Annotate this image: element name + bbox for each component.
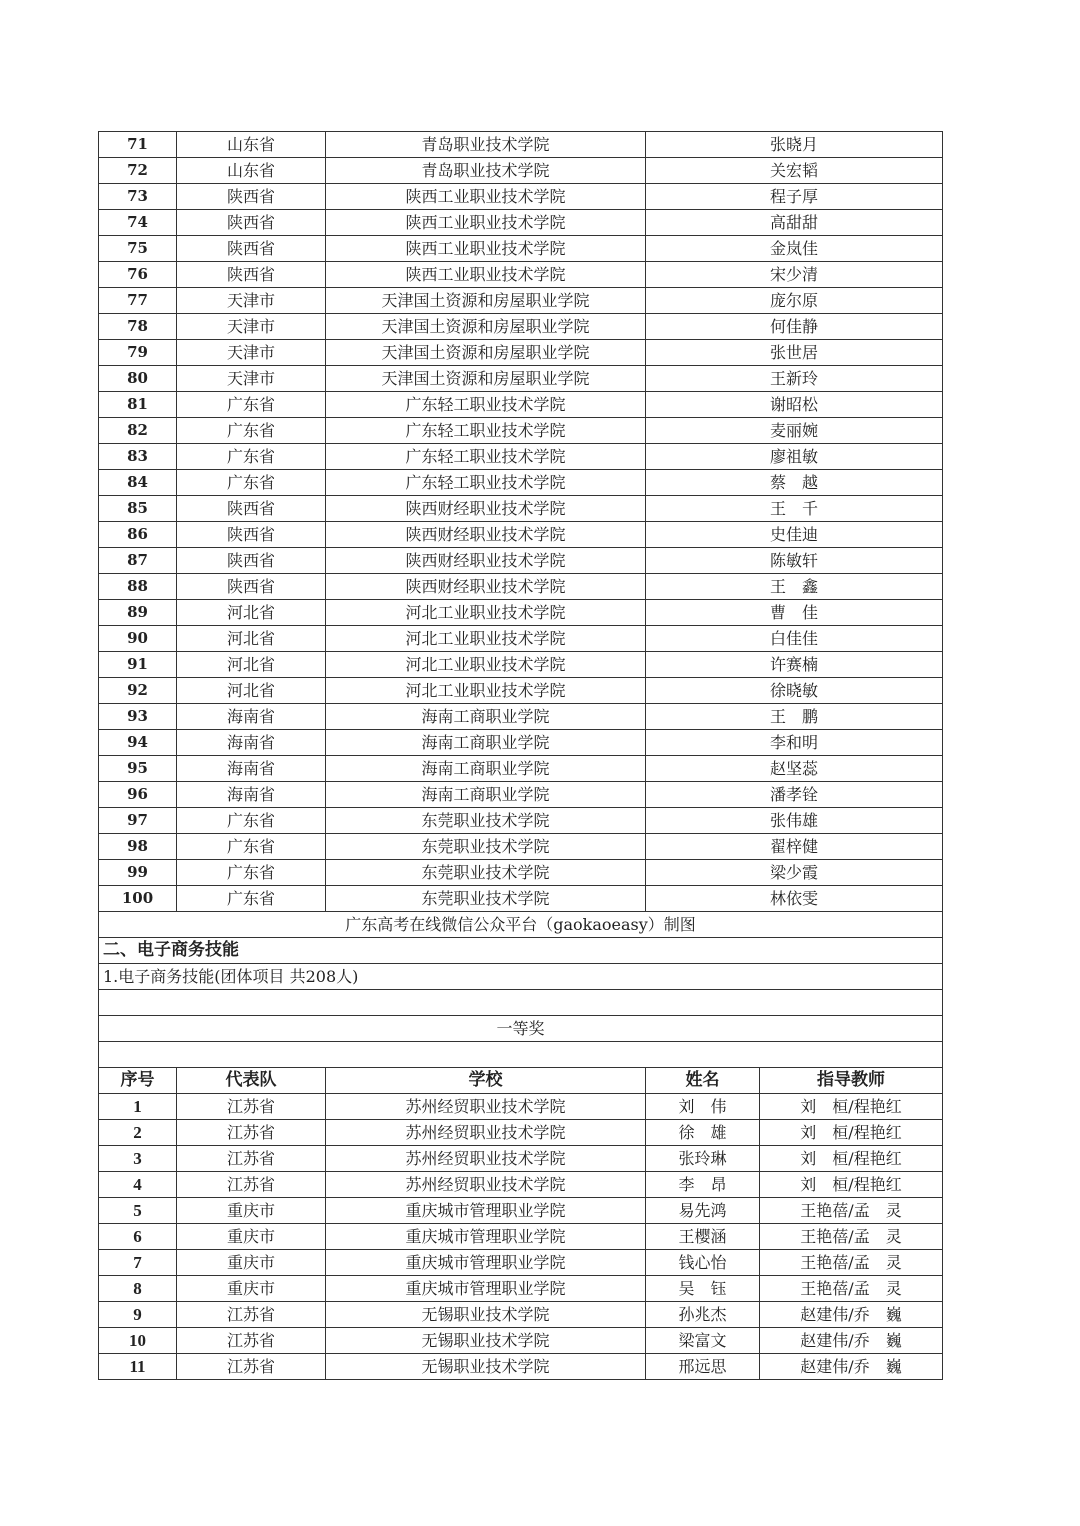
cell-team: 广东省 — [177, 886, 326, 912]
table-row — [99, 600, 943, 626]
table-row — [99, 210, 943, 236]
header-school: 学校 — [326, 1068, 646, 1094]
cell-team: 重庆市 — [177, 1224, 326, 1250]
header-name: 姓名 — [646, 1068, 760, 1094]
header-teacher: 指导教师 — [760, 1068, 943, 1094]
cell-name: 翟梓健 — [646, 834, 943, 860]
cell-name: 林依雯 — [646, 886, 943, 912]
table-row — [99, 808, 943, 834]
cell-school: 陕西工业职业技术学院 — [326, 184, 646, 210]
cell-team: 江苏省 — [177, 1094, 326, 1120]
blank-cell — [99, 1042, 943, 1068]
cell-teacher: 刘 桓/程艳红 — [760, 1094, 943, 1120]
cell-no: 86 — [99, 522, 177, 548]
header-row — [99, 1068, 943, 1094]
cell-name: 王 千 — [646, 496, 943, 522]
cell-name: 李 昂 — [646, 1172, 760, 1198]
cell-no: 1 — [99, 1094, 177, 1120]
cell-school: 无锡职业技术学院 — [326, 1328, 646, 1354]
cell-no: 6 — [99, 1224, 177, 1250]
cell-name: 高甜甜 — [646, 210, 943, 236]
cell-name: 刘 伟 — [646, 1094, 760, 1120]
table-row — [99, 1172, 943, 1198]
header-team: 代表队 — [177, 1068, 326, 1094]
cell-team: 广东省 — [177, 808, 326, 834]
table-row — [99, 782, 943, 808]
cell-team: 河北省 — [177, 652, 326, 678]
cell-no: 84 — [99, 470, 177, 496]
cell-name: 王樱涵 — [646, 1224, 760, 1250]
cell-team: 陕西省 — [177, 184, 326, 210]
cell-name: 白佳佳 — [646, 626, 943, 652]
cell-no: 90 — [99, 626, 177, 652]
table-row — [99, 1354, 943, 1380]
cell-school: 陕西工业职业技术学院 — [326, 210, 646, 236]
cell-school: 重庆城市管理职业学院 — [326, 1224, 646, 1250]
cell-school: 东莞职业技术学院 — [326, 886, 646, 912]
cell-school: 海南工商职业学院 — [326, 782, 646, 808]
cell-school: 陕西财经职业技术学院 — [326, 548, 646, 574]
cell-school: 广东轻工职业技术学院 — [326, 444, 646, 470]
cell-no: 85 — [99, 496, 177, 522]
table-row — [99, 236, 943, 262]
cell-name: 李和明 — [646, 730, 943, 756]
cell-team: 广东省 — [177, 444, 326, 470]
cell-teacher: 刘 桓/程艳红 — [760, 1146, 943, 1172]
cell-teacher: 王艳蓓/孟 灵 — [760, 1198, 943, 1224]
cell-name: 金岚佳 — [646, 236, 943, 262]
cell-team: 广东省 — [177, 834, 326, 860]
cell-team: 海南省 — [177, 704, 326, 730]
table-row — [99, 132, 943, 158]
cell-team: 河北省 — [177, 600, 326, 626]
cell-no: 74 — [99, 210, 177, 236]
cell-name: 陈敏轩 — [646, 548, 943, 574]
cell-name: 赵坚蕊 — [646, 756, 943, 782]
cell-name: 宋少清 — [646, 262, 943, 288]
cell-team: 陕西省 — [177, 262, 326, 288]
table-row — [99, 834, 943, 860]
cell-school: 海南工商职业学院 — [326, 756, 646, 782]
table-row — [99, 1094, 943, 1120]
cell-teacher: 王艳蓓/孟 灵 — [760, 1276, 943, 1302]
cell-no: 87 — [99, 548, 177, 574]
cell-name: 吴 钰 — [646, 1276, 760, 1302]
cell-name: 张世居 — [646, 340, 943, 366]
cell-school: 苏州经贸职业技术学院 — [326, 1172, 646, 1198]
cell-name: 钱心怡 — [646, 1250, 760, 1276]
cell-name: 麦丽婉 — [646, 418, 943, 444]
cell-no: 10 — [99, 1328, 177, 1354]
cell-no: 4 — [99, 1172, 177, 1198]
credit-text: 广东高考在线微信公众平台（gaokaoeasy）制图 — [99, 912, 943, 938]
cell-teacher: 赵建伟/乔 巍 — [760, 1328, 943, 1354]
cell-no: 82 — [99, 418, 177, 444]
cell-name: 徐 雄 — [646, 1120, 760, 1146]
cell-school: 陕西工业职业技术学院 — [326, 236, 646, 262]
cell-team: 海南省 — [177, 730, 326, 756]
cell-name: 徐晓敏 — [646, 678, 943, 704]
cell-name: 程子厚 — [646, 184, 943, 210]
cell-school: 无锡职业技术学院 — [326, 1354, 646, 1380]
cell-no: 83 — [99, 444, 177, 470]
blank-row — [99, 990, 943, 1016]
table-row — [99, 522, 943, 548]
cell-no: 81 — [99, 392, 177, 418]
cell-team: 广东省 — [177, 860, 326, 886]
cell-name: 孙兆杰 — [646, 1302, 760, 1328]
section1-table — [98, 131, 943, 1068]
cell-name: 张玲琳 — [646, 1146, 760, 1172]
cell-school: 东莞职业技术学院 — [326, 834, 646, 860]
cell-team: 广东省 — [177, 392, 326, 418]
cell-school: 重庆城市管理职业学院 — [326, 1198, 646, 1224]
table-row — [99, 1198, 943, 1224]
cell-name: 潘孝铨 — [646, 782, 943, 808]
cell-school: 东莞职业技术学院 — [326, 860, 646, 886]
cell-teacher: 刘 桓/程艳红 — [760, 1120, 943, 1146]
cell-school: 青岛职业技术学院 — [326, 132, 646, 158]
section1-body — [99, 132, 943, 912]
cell-name: 廖祖敏 — [646, 444, 943, 470]
table-row — [99, 1120, 943, 1146]
table-row — [99, 704, 943, 730]
table-row — [99, 288, 943, 314]
cell-name: 曹 佳 — [646, 600, 943, 626]
cell-no: 8 — [99, 1276, 177, 1302]
cell-no: 97 — [99, 808, 177, 834]
table-row — [99, 860, 943, 886]
table-row — [99, 1224, 943, 1250]
cell-school: 天津国土资源和房屋职业学院 — [326, 288, 646, 314]
cell-no: 11 — [99, 1354, 177, 1380]
table-row — [99, 470, 943, 496]
cell-name: 王 鹏 — [646, 704, 943, 730]
cell-no: 93 — [99, 704, 177, 730]
table-row — [99, 262, 943, 288]
cell-no: 96 — [99, 782, 177, 808]
section-heading: 二、电子商务技能 — [99, 938, 943, 964]
cell-no: 91 — [99, 652, 177, 678]
award-level: 一等奖 — [99, 1016, 943, 1042]
cell-school: 东莞职业技术学院 — [326, 808, 646, 834]
cell-name: 王新玲 — [646, 366, 943, 392]
cell-team: 海南省 — [177, 756, 326, 782]
cell-team: 重庆市 — [177, 1198, 326, 1224]
table-row — [99, 1250, 943, 1276]
cell-no: 98 — [99, 834, 177, 860]
cell-no: 88 — [99, 574, 177, 600]
cell-team: 江苏省 — [177, 1328, 326, 1354]
table-row — [99, 730, 943, 756]
cell-no: 94 — [99, 730, 177, 756]
blank-cell — [99, 990, 943, 1016]
section2-table — [98, 1067, 943, 1380]
cell-team: 陕西省 — [177, 496, 326, 522]
cell-no: 3 — [99, 1146, 177, 1172]
cell-school: 天津国土资源和房屋职业学院 — [326, 340, 646, 366]
cell-school: 无锡职业技术学院 — [326, 1302, 646, 1328]
cell-team: 陕西省 — [177, 522, 326, 548]
cell-name: 梁少霞 — [646, 860, 943, 886]
cell-name: 庞尔原 — [646, 288, 943, 314]
cell-school: 重庆城市管理职业学院 — [326, 1250, 646, 1276]
table-row — [99, 548, 943, 574]
cell-name: 蔡 越 — [646, 470, 943, 496]
award-list-sheet — [98, 131, 942, 1380]
cell-no: 92 — [99, 678, 177, 704]
cell-school: 河北工业职业技术学院 — [326, 678, 646, 704]
cell-school: 海南工商职业学院 — [326, 704, 646, 730]
cell-name: 张伟雄 — [646, 808, 943, 834]
section2-body — [99, 1094, 943, 1380]
cell-team: 陕西省 — [177, 236, 326, 262]
table-row — [99, 158, 943, 184]
table-row — [99, 392, 943, 418]
cell-team: 海南省 — [177, 782, 326, 808]
credit-row — [99, 912, 943, 938]
table-row — [99, 496, 943, 522]
cell-school: 苏州经贸职业技术学院 — [326, 1120, 646, 1146]
cell-school: 重庆城市管理职业学院 — [326, 1276, 646, 1302]
table-row — [99, 1276, 943, 1302]
cell-school: 海南工商职业学院 — [326, 730, 646, 756]
cell-no: 7 — [99, 1250, 177, 1276]
cell-name: 史佳迪 — [646, 522, 943, 548]
cell-no: 9 — [99, 1302, 177, 1328]
cell-team: 陕西省 — [177, 574, 326, 600]
table-row — [99, 444, 943, 470]
cell-teacher: 赵建伟/乔 巍 — [760, 1354, 943, 1380]
cell-name: 易先鸿 — [646, 1198, 760, 1224]
cell-team: 江苏省 — [177, 1120, 326, 1146]
cell-no: 100 — [99, 886, 177, 912]
cell-name: 王 鑫 — [646, 574, 943, 600]
cell-school: 广东轻工职业技术学院 — [326, 418, 646, 444]
cell-no: 72 — [99, 158, 177, 184]
cell-school: 陕西财经职业技术学院 — [326, 574, 646, 600]
cell-team: 江苏省 — [177, 1354, 326, 1380]
cell-name: 许赛楠 — [646, 652, 943, 678]
cell-no: 5 — [99, 1198, 177, 1224]
cell-school: 陕西工业职业技术学院 — [326, 262, 646, 288]
cell-team: 广东省 — [177, 470, 326, 496]
cell-teacher: 王艳蓓/孟 灵 — [760, 1250, 943, 1276]
table-row — [99, 314, 943, 340]
cell-name: 梁富文 — [646, 1328, 760, 1354]
cell-teacher: 赵建伟/乔 巍 — [760, 1302, 943, 1328]
sub-heading-row — [99, 964, 943, 990]
cell-team: 河北省 — [177, 678, 326, 704]
cell-team: 陕西省 — [177, 210, 326, 236]
table-row — [99, 366, 943, 392]
table-row — [99, 1146, 943, 1172]
cell-school: 河北工业职业技术学院 — [326, 600, 646, 626]
cell-team: 天津市 — [177, 340, 326, 366]
cell-no: 76 — [99, 262, 177, 288]
cell-team: 重庆市 — [177, 1276, 326, 1302]
cell-teacher: 刘 桓/程艳红 — [760, 1172, 943, 1198]
cell-name: 谢昭松 — [646, 392, 943, 418]
section-heading-row — [99, 938, 943, 964]
cell-team: 山东省 — [177, 158, 326, 184]
cell-no: 71 — [99, 132, 177, 158]
cell-team: 陕西省 — [177, 548, 326, 574]
cell-school: 河北工业职业技术学院 — [326, 652, 646, 678]
cell-no: 78 — [99, 314, 177, 340]
cell-no: 77 — [99, 288, 177, 314]
cell-name: 邢远思 — [646, 1354, 760, 1380]
cell-team: 河北省 — [177, 626, 326, 652]
table-row — [99, 340, 943, 366]
cell-team: 江苏省 — [177, 1172, 326, 1198]
cell-school: 广东轻工职业技术学院 — [326, 392, 646, 418]
cell-no: 79 — [99, 340, 177, 366]
table-row — [99, 678, 943, 704]
table-row — [99, 652, 943, 678]
cell-team: 重庆市 — [177, 1250, 326, 1276]
cell-no: 95 — [99, 756, 177, 782]
header-no: 序号 — [99, 1068, 177, 1094]
cell-no: 80 — [99, 366, 177, 392]
cell-team: 天津市 — [177, 366, 326, 392]
cell-team: 天津市 — [177, 314, 326, 340]
cell-team: 广东省 — [177, 418, 326, 444]
table-row — [99, 626, 943, 652]
table-row — [99, 886, 943, 912]
blank-row — [99, 1042, 943, 1068]
cell-no: 73 — [99, 184, 177, 210]
cell-school: 青岛职业技术学院 — [326, 158, 646, 184]
cell-teacher: 王艳蓓/孟 灵 — [760, 1224, 943, 1250]
cell-name: 张晓月 — [646, 132, 943, 158]
cell-school: 陕西财经职业技术学院 — [326, 496, 646, 522]
table-row — [99, 1328, 943, 1354]
cell-school: 天津国土资源和房屋职业学院 — [326, 314, 646, 340]
sub-heading: 1.电子商务技能(团体项目 共208人) — [99, 964, 943, 990]
table-row — [99, 1302, 943, 1328]
table-row — [99, 418, 943, 444]
cell-school: 天津国土资源和房屋职业学院 — [326, 366, 646, 392]
cell-no: 2 — [99, 1120, 177, 1146]
cell-team: 天津市 — [177, 288, 326, 314]
table-row — [99, 756, 943, 782]
cell-school: 河北工业职业技术学院 — [326, 626, 646, 652]
table-row — [99, 574, 943, 600]
cell-school: 苏州经贸职业技术学院 — [326, 1146, 646, 1172]
cell-school: 广东轻工职业技术学院 — [326, 470, 646, 496]
cell-team: 江苏省 — [177, 1302, 326, 1328]
table-row — [99, 184, 943, 210]
cell-name: 关宏韬 — [646, 158, 943, 184]
cell-no: 99 — [99, 860, 177, 886]
cell-no: 89 — [99, 600, 177, 626]
cell-name: 何佳静 — [646, 314, 943, 340]
award-row — [99, 1016, 943, 1042]
cell-team: 山东省 — [177, 132, 326, 158]
cell-no: 75 — [99, 236, 177, 262]
cell-team: 江苏省 — [177, 1146, 326, 1172]
cell-school: 苏州经贸职业技术学院 — [326, 1094, 646, 1120]
cell-school: 陕西财经职业技术学院 — [326, 522, 646, 548]
